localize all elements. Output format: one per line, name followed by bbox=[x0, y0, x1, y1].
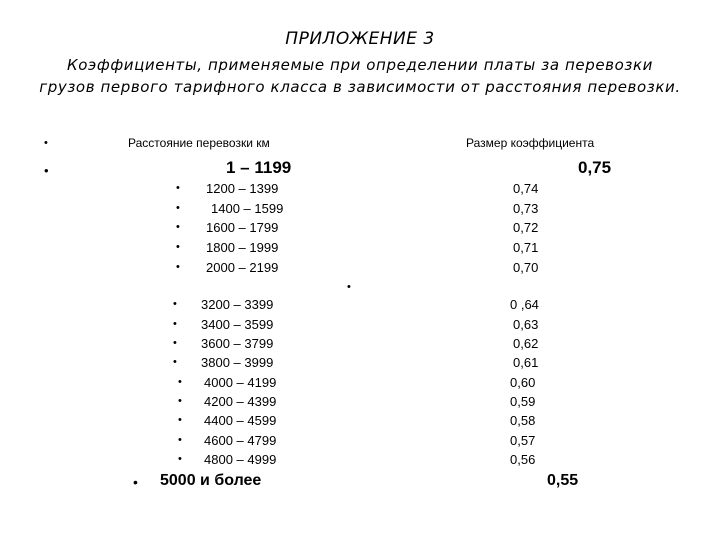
distance-cell: 5000 и более bbox=[160, 472, 262, 489]
distance-column-header: Расстояние перевозки км bbox=[128, 136, 270, 150]
coefficient-cell: 0,63 bbox=[513, 317, 539, 332]
row-bullet: • bbox=[173, 298, 177, 310]
row-bullet: • bbox=[133, 474, 138, 490]
coefficient-cell: 0,70 bbox=[513, 260, 539, 275]
row-bullet: • bbox=[178, 453, 182, 465]
coefficient-cell: 0,55 bbox=[547, 472, 579, 489]
coefficient-cell: 0,58 bbox=[510, 413, 536, 428]
coefficient-cell: 0,57 bbox=[510, 433, 536, 448]
distance-cell: 1 – 1199 bbox=[226, 158, 292, 177]
coefficient-cell: 0,75 bbox=[578, 158, 612, 177]
distance-cell: 1200 – 1399 bbox=[206, 181, 279, 196]
subtitle-line-1: Коэффициенты, применяемые при определении платы за перевозки bbox=[67, 56, 653, 74]
row-bullet: • bbox=[176, 241, 180, 253]
row-bullet: • bbox=[178, 376, 182, 388]
distance-cell: 4400 – 4599 bbox=[204, 413, 277, 428]
row-bullet: • bbox=[178, 414, 182, 426]
coefficient-cell: 0,60 bbox=[510, 375, 536, 390]
subtitle-line-2: грузов первого тарифного класса в зависимости от расстояния перевозки. bbox=[39, 78, 681, 96]
coefficient-cell: 0,59 bbox=[510, 394, 536, 409]
distance-cell: 3800 – 3999 bbox=[201, 355, 274, 370]
row-bullet: • bbox=[178, 395, 182, 407]
row-bullet: • bbox=[347, 281, 351, 293]
distance-cell: 3600 – 3799 bbox=[201, 336, 274, 351]
distance-cell: 2000 – 2199 bbox=[206, 260, 279, 275]
distance-cell: 1600 – 1799 bbox=[206, 220, 279, 235]
row-bullet: • bbox=[173, 337, 177, 349]
distance-cell: 3200 – 3399 bbox=[201, 297, 274, 312]
row-bullet: • bbox=[176, 261, 180, 273]
row-bullet: • bbox=[173, 318, 177, 330]
row-bullet: • bbox=[176, 182, 180, 194]
distance-cell: 1400 – 1599 bbox=[211, 201, 284, 216]
row-bullet: • bbox=[44, 163, 49, 178]
row-bullet: • bbox=[173, 356, 177, 368]
distance-cell: 1800 – 1999 bbox=[206, 240, 279, 255]
distance-cell: 4800 – 4999 bbox=[204, 452, 277, 467]
coefficient-cell: 0 ,64 bbox=[510, 297, 539, 312]
page-title: ПРИЛОЖЕНИЕ 3 bbox=[285, 29, 435, 49]
coefficient-cell: 0,74 bbox=[513, 181, 539, 196]
header-bullet: • bbox=[44, 137, 48, 149]
coefficient-cell: 0,71 bbox=[513, 240, 539, 255]
coefficient-cell: 0,62 bbox=[513, 336, 539, 351]
coefficient-cell: 0,73 bbox=[513, 201, 539, 216]
coefficient-column-header: Размер коэффициента bbox=[466, 136, 595, 150]
distance-cell: 4600 – 4799 bbox=[204, 433, 277, 448]
coefficient-cell: 0,56 bbox=[510, 452, 536, 467]
coefficient-cell: 0,61 bbox=[513, 355, 539, 370]
distance-cell: 3400 – 3599 bbox=[201, 317, 274, 332]
row-bullet: • bbox=[176, 221, 180, 233]
coefficient-cell: 0,72 bbox=[513, 220, 539, 235]
row-bullet: • bbox=[178, 434, 182, 446]
distance-cell: 4200 – 4399 bbox=[204, 394, 277, 409]
distance-cell: 4000 – 4199 bbox=[204, 375, 277, 390]
row-bullet: • bbox=[176, 202, 180, 214]
